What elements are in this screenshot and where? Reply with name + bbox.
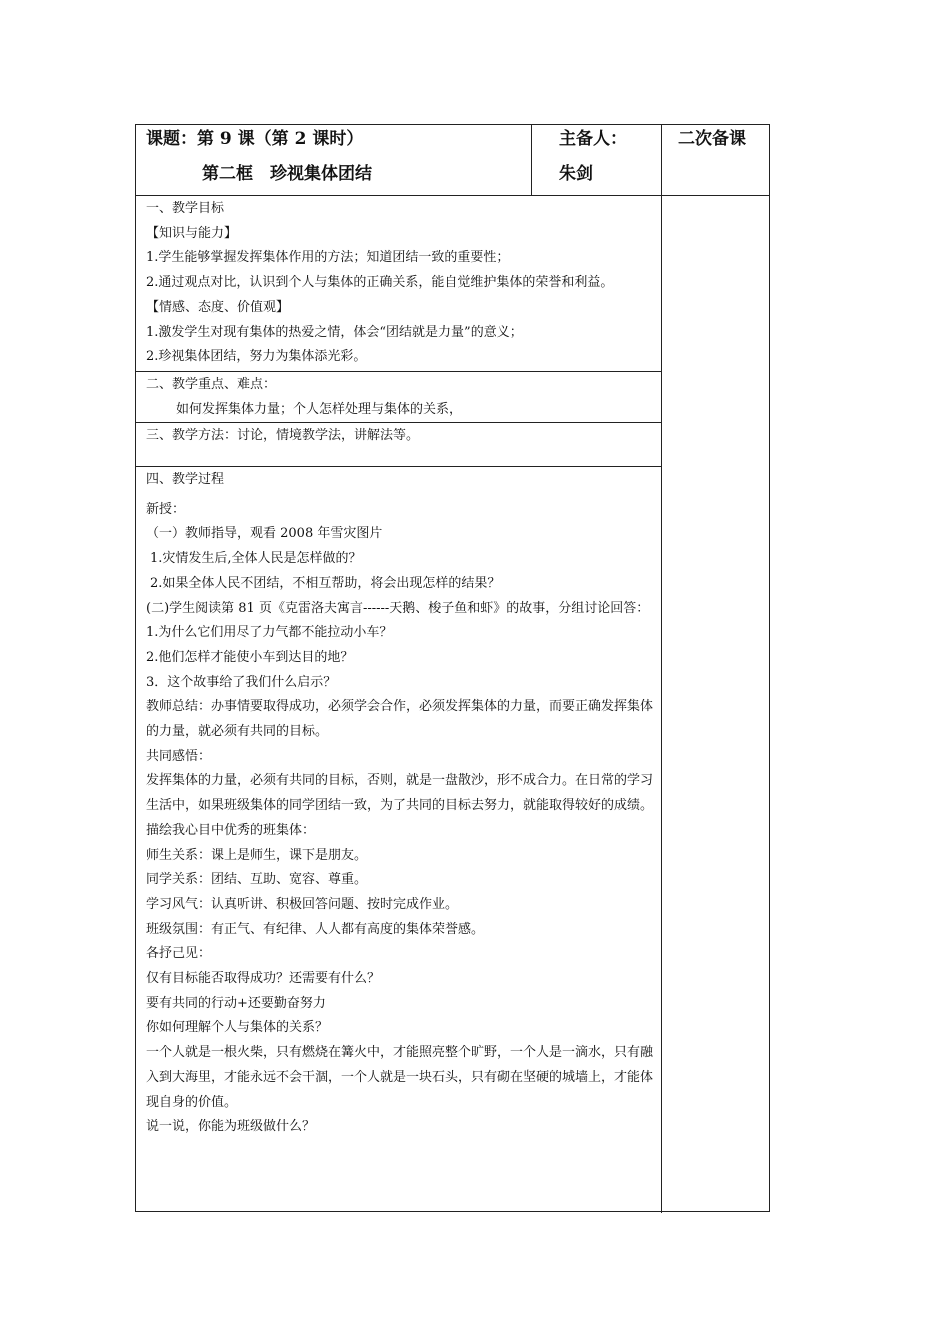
process-line: 你如何理解个人与集体的关系？	[146, 1020, 329, 1036]
process-line: 描绘我心目中优秀的班集体：	[146, 822, 316, 838]
process-line: 3．这个故事给了我们什么启示？	[146, 674, 337, 690]
process-line: 发挥集体的力量，必须有共同的目标，否则，就是一盘散沙，形不成合力。在日常的学习生活中，如果班级集体的同学团结一致，为了共同的目标去努力，就能取得较好的成绩。	[146, 773, 654, 814]
process-line: 1.灾情发生后,全体人民是怎样做的？	[150, 551, 362, 567]
knowledge-heading: 【知识与能力】	[146, 225, 238, 241]
lesson-title-line1: 课题：第 9 课（第 2 课时）	[146, 129, 364, 149]
teaching-method-text: 三、教学方法：讨论，情境教学法，讲解法等。	[146, 428, 420, 443]
objective-item: 1.学生能够掌握发挥集体作用的方法；知道团结一致的重要性；	[146, 250, 510, 266]
preparer-label: 主备人：	[559, 129, 627, 149]
objective-item: 1.激发学生对现有集体的热爱之情，体会“团结就是力量”的意义；	[146, 324, 523, 340]
process-line: 师生关系：课上是师生，课下是朋友。	[146, 847, 368, 863]
preparer-name: 朱剑	[559, 164, 593, 184]
teaching-objectives-section	[146, 197, 656, 370]
section-heading: 一、教学目标	[146, 201, 225, 216]
process-line: 教师总结：办事情要取得成功，必须学会合作，必须发挥集体的力量，而要正确发挥集体的力量，就必须有共同的目标。	[146, 699, 654, 740]
process-line: 一个人就是一根火柴，只有燃烧在篝火中，才能照亮整个旷野，一个人是一滴水，只有融入到大海里，才能永远不会干涸，一个人就是一块石头，只有砌在坚硬的城墙上，才能体现自身的价值。	[146, 1045, 654, 1110]
emotion-heading: 【情感、态度、价值观】	[146, 299, 290, 315]
process-line: 班级氛围：有正气、有纪律、人人都有高度的集体荣誉感。	[146, 921, 485, 937]
section-divider-1	[136, 371, 661, 372]
lesson-plan-table	[135, 124, 770, 1212]
process-line: 各抒己见：	[146, 946, 212, 962]
section-divider-3	[136, 466, 661, 467]
process-line: 2.他们怎样才能使小车到达目的地？	[146, 649, 354, 665]
teaching-process-section	[146, 468, 656, 1140]
process-line: 仅有目标能否取得成功？还需要有什么？	[146, 971, 381, 987]
key-points-section	[146, 373, 656, 422]
process-line: 同学关系：团结、互助、宽容、尊重。	[146, 872, 368, 888]
column-divider-second-prep	[661, 125, 662, 1213]
process-line: 学习风气：认真听讲、积极回答问题、按时完成作业。	[146, 896, 459, 912]
process-line: 新授：	[146, 501, 186, 517]
process-line: 1.为什么它们用尽了力气都不能拉动小车？	[146, 625, 393, 641]
process-line: （一）教师指导，观看 2008 年雪灾图片	[146, 526, 383, 542]
lesson-title-line2: 第二框 珍视集体团结	[202, 164, 372, 184]
process-line: 要有共同的行动+还要勤奋努力	[146, 995, 326, 1011]
section-heading: 四、教学过程	[146, 472, 225, 487]
objective-item: 2.珍视集体团结，努力为集体添光彩。	[146, 349, 367, 365]
column-divider-preparer	[531, 125, 532, 196]
process-line: (二)学生阅读第 81 页《克雷洛夫寓言------天鹅、梭子鱼和虾》的故事，分组讨论回答：	[146, 600, 650, 616]
teaching-method-section	[146, 424, 656, 449]
section-heading: 二、教学重点、难点：	[146, 377, 277, 392]
key-points-content: 如何发挥集体力量；个人怎样处理与集体的关系，	[176, 401, 463, 417]
objective-item: 2.通过观点对比，认识到个人与集体的正确关系，能自觉维护集体的荣誉和利益。	[146, 275, 614, 291]
second-prep-heading: 二次备课	[678, 129, 746, 149]
header-row-divider	[136, 195, 769, 196]
process-line: 共同感悟：	[146, 748, 212, 764]
process-line: 说一说，你能为班级做什么？	[146, 1119, 316, 1135]
process-line: 2.如果全体人民不团结，不相互帮助，将会出现怎样的结果？	[150, 575, 501, 591]
